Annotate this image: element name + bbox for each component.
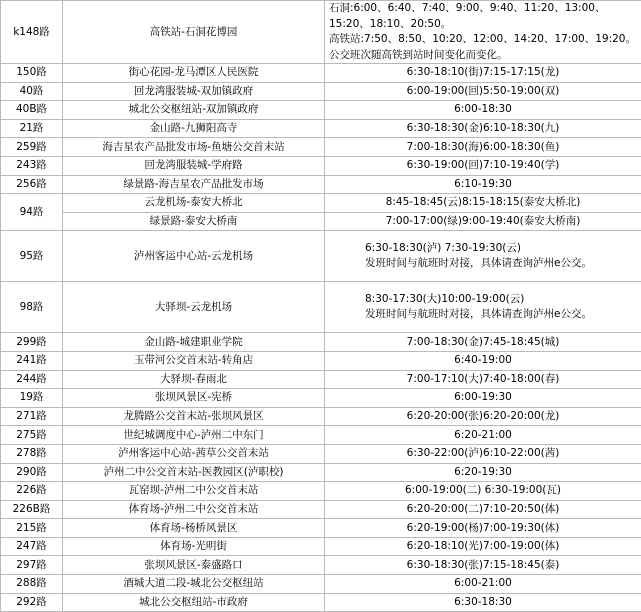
stops-cell: 海吉星农产品批发市场-鱼塘公交首末站 — [63, 138, 325, 157]
table-row — [1, 444, 641, 463]
route-cell: 226B路 — [1, 500, 63, 519]
time-cell: 7:00-18:30(金)7:45-18:45(城) — [325, 333, 641, 352]
route-cell: 271路 — [1, 407, 63, 426]
time-line: 8:30-17:30(大)10:00-19:00(云) — [329, 292, 638, 308]
route-cell: 40B路 — [1, 101, 63, 120]
route-cell: 259路 — [1, 138, 63, 157]
table-row — [1, 119, 641, 138]
time-cell: 6:00-19:00(回)5:50-19:00(双) — [325, 82, 641, 101]
route-cell: 244路 — [1, 370, 63, 389]
stops-cell: 大驿坝-春雨北 — [63, 370, 325, 389]
stops-cell: 体育场-杨桥风景区 — [63, 519, 325, 538]
time-cell: 6:20-19:00(杨)7:00-19:30(体) — [325, 519, 641, 538]
time-cell: 6:30-18:30 — [325, 593, 641, 612]
time-cell — [325, 282, 641, 333]
stops-cell: 世纪城调度中心-泸州二中东门 — [63, 426, 325, 445]
table-row — [1, 575, 641, 594]
route-cell: 288路 — [1, 575, 63, 594]
table-row — [1, 370, 641, 389]
table-row — [1, 351, 641, 370]
time-line: 高铁站:7:50、8:50、10:20、12:00、14:20、17:00、19:20。 — [329, 32, 638, 48]
table-row — [1, 482, 641, 501]
table-row — [1, 407, 641, 426]
stops-cell: 城北公交枢纽站-市政府 — [63, 593, 325, 612]
bus-schedule-body — [1, 1, 641, 612]
time-cell: 7:00-17:00(绿)9:00-19:40(泰安大桥南) — [325, 212, 641, 231]
route-cell: 98路 — [1, 282, 63, 333]
route-cell: 275路 — [1, 426, 63, 445]
table-row — [1, 537, 641, 556]
time-cell — [325, 231, 641, 282]
table-row — [1, 138, 641, 157]
table-row — [1, 333, 641, 352]
time-cell: 6:20-19:30 — [325, 463, 641, 482]
table-row — [1, 463, 641, 482]
time-cell: 8:45-18:45(云)8:15-18:15(泰安大桥北) — [325, 194, 641, 213]
route-cell: 292路 — [1, 593, 63, 612]
route-cell: 256路 — [1, 175, 63, 194]
table-row — [1, 1, 641, 64]
route-cell: 226路 — [1, 482, 63, 501]
time-cell: 6:10-19:30 — [325, 175, 641, 194]
time-line: 石洞:6:00、6:40、7:40、9:00、9:40、11:20、13:00、15:20、18:10、20:50。 — [329, 1, 638, 32]
time-cell: 7:00-18:30(海)6:00-18:30(鱼) — [325, 138, 641, 157]
stops-cell: 龙腾路公交首末站-张坝风景区 — [63, 407, 325, 426]
route-cell: 94路 — [1, 194, 63, 231]
route-cell: k148路 — [1, 1, 63, 64]
table-row — [1, 64, 641, 83]
stops-cell: 张坝风景区-泰盛路口 — [63, 556, 325, 575]
stops-cell: 酒城大道二段-城北公交枢纽站 — [63, 575, 325, 594]
route-cell: 243路 — [1, 156, 63, 175]
stops-cell: 绿景路-泰安大桥南 — [63, 212, 325, 231]
time-cell: 6:20-21:00 — [325, 426, 641, 445]
route-cell: 215路 — [1, 519, 63, 538]
stops-cell: 玉带河公交首末站-转角店 — [63, 351, 325, 370]
stops-cell: 街心花园-龙马潭区人民医院 — [63, 64, 325, 83]
stops-cell: 高铁站-石洞花博园 — [63, 1, 325, 64]
table-row — [1, 82, 641, 101]
stops-cell: 回龙湾服装城-双加镇政府 — [63, 82, 325, 101]
time-cell: 6:00-21:00 — [325, 575, 641, 594]
stops-cell: 体育场-光明街 — [63, 537, 325, 556]
time-line: 公交班次随高铁到站时间变化而变化。 — [329, 48, 638, 64]
table-row — [1, 426, 641, 445]
time-cell — [325, 1, 641, 64]
route-cell: 241路 — [1, 351, 63, 370]
stops-cell: 金山路-九狮阳高寺 — [63, 119, 325, 138]
time-cell: 6:30-18:30(金)6:10-18:30(九) — [325, 119, 641, 138]
route-cell: 278路 — [1, 444, 63, 463]
time-cell: 6:20-20:00(张)6:20-20:00(龙) — [325, 407, 641, 426]
time-line: 发班时间与航班时对接，具体请查询泸州e公交。 — [329, 256, 638, 272]
route-cell: 247路 — [1, 537, 63, 556]
time-cell: 7:00-17:10(大)7:40-18:00(春) — [325, 370, 641, 389]
table-row — [1, 389, 641, 408]
time-cell: 6:00-18:30 — [325, 101, 641, 120]
route-cell: 40路 — [1, 82, 63, 101]
time-cell: 6:00-19:30 — [325, 389, 641, 408]
stops-cell: 大驿坝-云龙机场 — [63, 282, 325, 333]
table-row — [1, 194, 641, 213]
stops-cell: 瓦窑坝-泸州二中公交首末站 — [63, 482, 325, 501]
table-row — [1, 231, 641, 282]
time-cell: 6:00-19:00(二) 6:30-19:00(瓦) — [325, 482, 641, 501]
route-cell: 297路 — [1, 556, 63, 575]
table-row — [1, 593, 641, 612]
table-row — [1, 500, 641, 519]
route-cell: 95路 — [1, 231, 63, 282]
table-row — [1, 282, 641, 333]
time-line: 6:30-18:30(泸) 7:30-19:30(云) — [329, 241, 638, 257]
stops-cell: 绿景路-海吉星农产品批发市场 — [63, 175, 325, 194]
stops-cell: 金山路-城建职业学院 — [63, 333, 325, 352]
time-line: 发班时间与航班时对接，具体请查询泸州e公交。 — [329, 307, 638, 323]
stops-cell: 体育场-泸州二中公交首末站 — [63, 500, 325, 519]
time-cell: 6:30-18:30(张)7:15-18:45(泰) — [325, 556, 641, 575]
stops-cell: 泸州二中公交首末站-医教园区(泸职校) — [63, 463, 325, 482]
time-cell: 6:30-18:10(街)7:15-17:15(龙) — [325, 64, 641, 83]
table-row — [1, 212, 641, 231]
time-cell: 6:30-19:00(回)7:10-19:40(学) — [325, 156, 641, 175]
time-cell: 6:30-22:00(泸)6:10-22:00(茜) — [325, 444, 641, 463]
route-cell: 19路 — [1, 389, 63, 408]
table-row — [1, 156, 641, 175]
stops-cell: 云龙机场-泰安大桥北 — [63, 194, 325, 213]
table-row — [1, 101, 641, 120]
route-cell: 299路 — [1, 333, 63, 352]
stops-cell: 城北公交枢纽站-双加镇政府 — [63, 101, 325, 120]
route-cell: 21路 — [1, 119, 63, 138]
route-cell: 150路 — [1, 64, 63, 83]
stops-cell: 泸州客运中心站-云龙机场 — [63, 231, 325, 282]
stops-cell: 泸州客运中心站-茜草公交首末站 — [63, 444, 325, 463]
route-cell: 290路 — [1, 463, 63, 482]
table-row — [1, 556, 641, 575]
time-cell: 6:20-20:00(二)7:10-20:50(体) — [325, 500, 641, 519]
stops-cell: 回龙湾服装城-学府路 — [63, 156, 325, 175]
table-row — [1, 175, 641, 194]
stops-cell: 张坝风景区-宪桥 — [63, 389, 325, 408]
table-row — [1, 519, 641, 538]
time-cell: 6:20-18:10(光)7:00-19:00(体) — [325, 537, 641, 556]
time-cell: 6:40-19:00 — [325, 351, 641, 370]
